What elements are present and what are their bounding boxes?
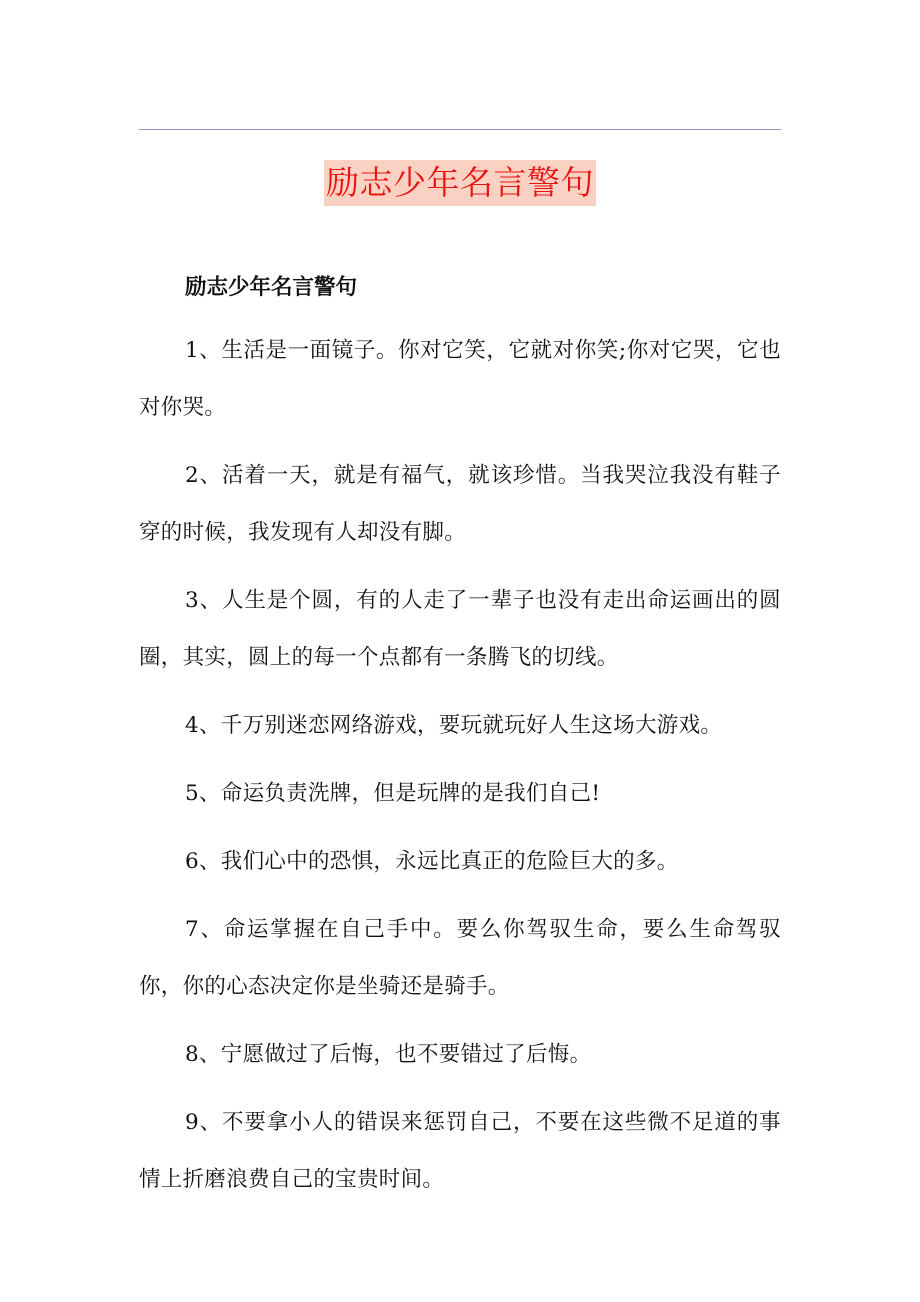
section-heading: 励志少年名言警句 — [185, 275, 358, 300]
document-title: 励志少年名言警句 — [324, 160, 596, 206]
quote-paragraph: 4、千万别迷恋网络游戏，要玩就玩好人生这场大游戏。 — [185, 713, 723, 738]
quote-paragraph: 3、人生是个圆，有的人走了一辈子也没有走出命运画出的圆圈，其实，圆上的每一个点都有一条腾飞的切线。 — [139, 588, 781, 670]
header-rule — [139, 129, 781, 130]
quote-paragraph: 5、命运负责洗牌，但是玩牌的是我们自己! — [185, 781, 601, 806]
quote-paragraph: 6、我们心中的恐惧，永远比真正的危险巨大的多。 — [185, 849, 679, 874]
quote-paragraph: 1、生活是一面镜子。你对它笑，它就对你笑;你对它哭，它也对你哭。 — [139, 338, 781, 420]
quote-paragraph: 9、不要拿小人的错误来惩罚自己，不要在这些微不足道的事情上折磨浪费自己的宝贵时间。 — [139, 1110, 781, 1192]
title-container — [0, 160, 920, 206]
document-body — [139, 265, 781, 1208]
quote-paragraph: 7、命运掌握在自己手中。要么你驾驭生命，要么生命驾驭你，你的心态决定你是坐骑还是骑手。 — [139, 917, 781, 999]
quote-paragraph: 8、宁愿做过了后悔，也不要错过了后悔。 — [185, 1042, 592, 1067]
quote-paragraph: 2、活着一天，就是有福气，就该珍惜。当我哭泣我没有鞋子穿的时候，我发现有人却没有脚。 — [139, 463, 781, 545]
